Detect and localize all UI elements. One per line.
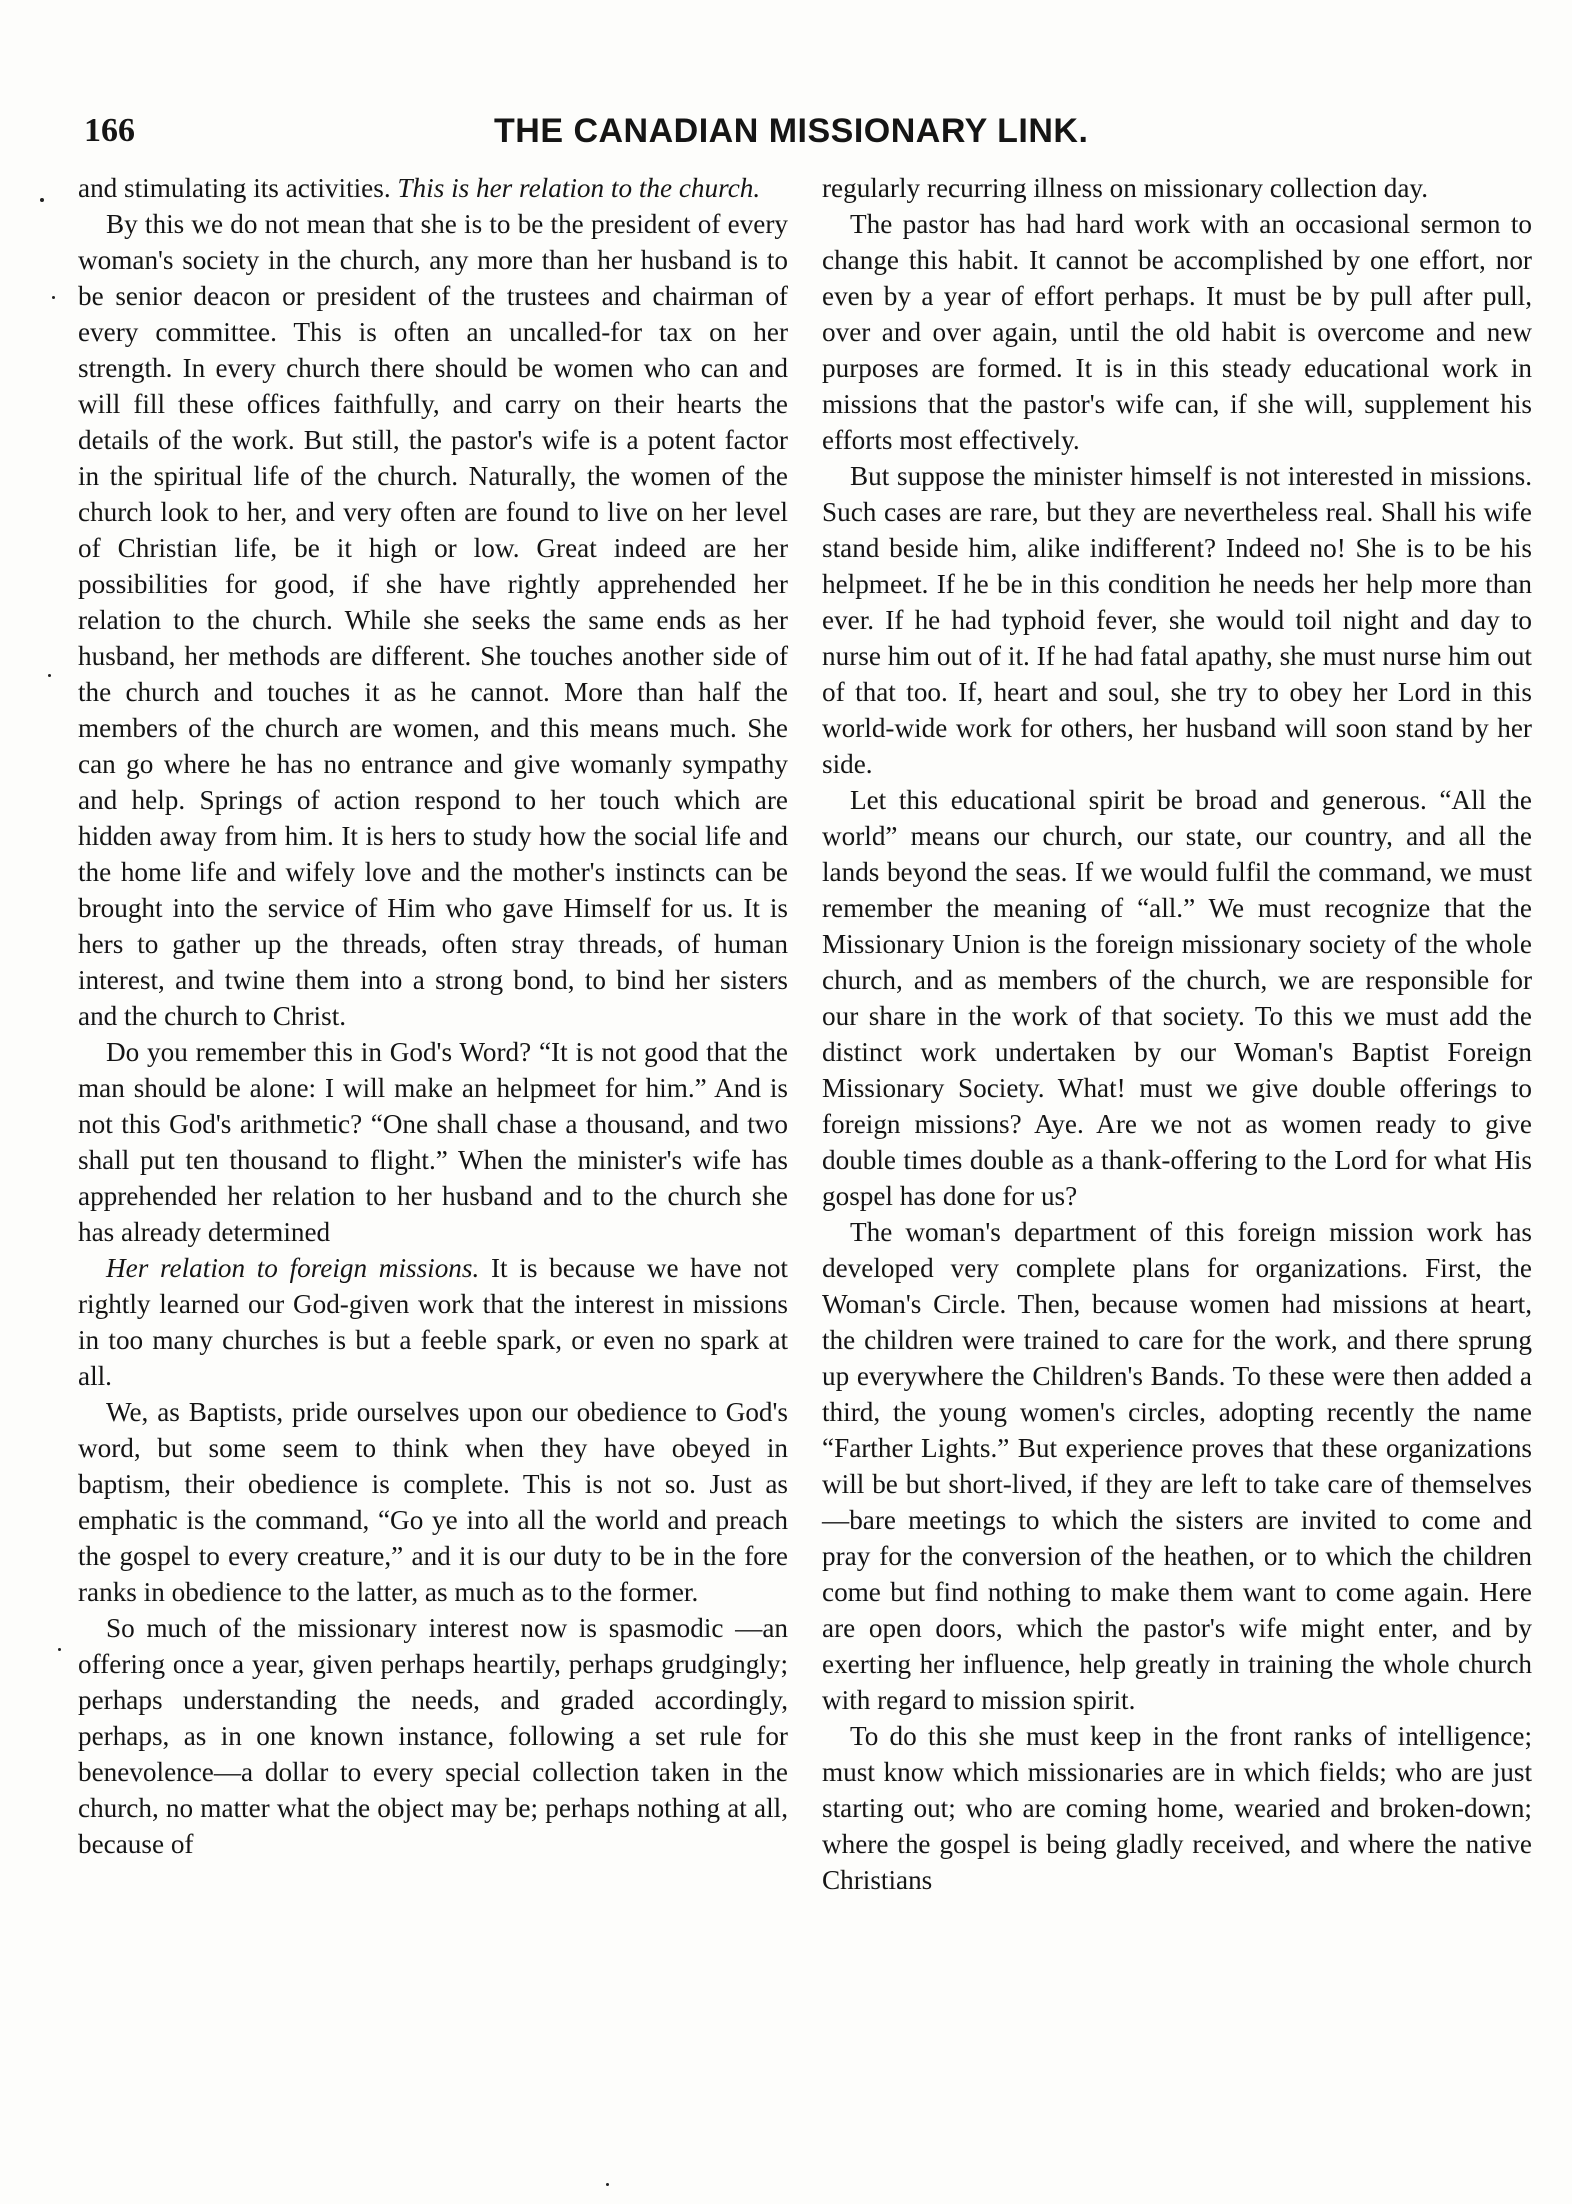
scan-speck (606, 2183, 609, 2186)
scan-speck (48, 674, 51, 677)
left-paragraph-5: We, as Baptists, pride ourselves upon our obedience to God's word, but some seem to think when they have obeyed in baptism, their obedience is complete. This is not so. Just as emphatic is the command, “Go ye into all the world and preach the gospel to every creature,” and it is our duty to be in the fore ranks in obedience to the latter, as much as to the former. (78, 1397, 788, 1607)
right-paragraph-4: Let this educational spirit be broad and generous. “All the world” means our church, our state, our country, and all the lands beyond the seas. If we would fulfil the command, we must remember the meaning of “all.” We must recognize that the Missionary Union is the foreign missionary society of the whole church, and as members of the church, we are responsible for our share in the work of that society. To this we must add the distinct work undertaken by our Woman's Baptist Foreign Missionary Society. What! must we give double offerings to foreign missions? Aye. Are we not as women ready to give double times double as a thank-offering to the Lord for what His gospel has done for us? (822, 785, 1532, 1211)
right-paragraph-5: The woman's department of this foreign mission work has developed very complete plans for organizations. First, the Woman's Circle. Then, because women had missions at heart, the children were trained to care for the work, and there sprung up everywhere the Children's Bands. To these were then added a third, the young women's circles, adopting recently the name “Farther Lights.” But experience proves that these organizations will be but short-lived, if they are left to take care of themselves—bare meetings to which the sisters are invited to come and pray for the conversion of the heathen, or to which the children come but find nothing to make them want to come again. Here are open doors, which the pastor's wife might enter, and by exerting her influence, help greatly in training the whole church with regard to mission spirit. (822, 1217, 1532, 1715)
left-paragraph-2: By this we do not mean that she is to be the president of every woman's society in the church, any more than her husband is to be senior deacon or president of the trustees and chairman of every committee. This is often an uncalled-for tax on her strength. In every church there should be women who can and will fill these offices faithfully, and carry on their hearts the details of the work. But still, the pastor's wife is a potent factor in the spiritual life of the church. Naturally, the women of the church look to her, and very often are found to live on her level of Christian life, be it high or low. Great indeed are her possibilities for good, if she have rightly apprehended her relation to the church. While she seeks the same ends as her husband, her methods are different. She touches another side of the church and touches it as he cannot. More than half the members of the church are women, and this means much. She can go where he has no entrance and give womanly sympathy and help. Springs of action respond to her touch which are hidden away from him. It is hers to study how the social life and the home life and wifely love and the mother's instincts can be brought into the service of Him who gave Himself for us. It is hers to gather up the threads, often stray threads, of human interest, and twine them into a strong bond, to bind her sisters and the church to Christ. (78, 209, 788, 1031)
left-paragraph-1-text: and stimulating its activities. (78, 173, 398, 203)
scan-speck (40, 198, 44, 202)
left-paragraph-4-text: It is because we have not rightly learned our God-given work that the interest in missions in too many churches is but a feeble spark, or even no spark at all. (78, 1253, 788, 1391)
left-column (78, 170, 788, 1862)
scan-noise (0, 0, 1572, 110)
left-paragraph-3: Do you remember this in God's Word? “It is not good that the man should be alone: I will make an helpmeet for him.” And is not this God's arithmetic? “One shall chase a thousand, and two shall put ten thousand to flight.” When the minister's wife has apprehended her relation to her husband and to the church she has already determined (78, 1037, 788, 1247)
page-header (0, 112, 1572, 170)
left-paragraph-1-italic: This is her relation to the church. (397, 173, 761, 203)
right-paragraph-3: But suppose the minister himself is not interested in missions. Such cases are rare, but they are nevertheless real. Shall his wife stand beside him, alike indifferent? Indeed no! She is to be his helpmeet. If he be in this condition he needs her help more than ever. If he had typhoid fever, she would toil night and day to nurse him out of it. If he had fatal apathy, she must nurse him out of that too. If, heart and soul, she try to obey her Lord in this world-wide work for others, her husband will soon stand by her side. (822, 461, 1532, 779)
left-paragraph-4 (78, 1250, 788, 1394)
left-paragraph-4-italic: Her relation to foreign missions. (106, 1253, 480, 1283)
running-title: THE CANADIAN MISSIONARY LINK. (494, 112, 1089, 150)
right-column (822, 170, 1532, 1898)
scan-speck (52, 296, 55, 299)
right-paragraph-1: regularly recurring illness on missionary collection day. (822, 173, 1429, 203)
page-number: 166 (84, 112, 135, 149)
left-paragraph-6: So much of the missionary interest now is spasmodic —an offering once a year, given perhaps heartily, perhaps grudgingly; perhaps understanding the needs, and graded accordingly, perhaps, as in one known instance, following a set rule for benevolence—a dollar to every special collection taken in the church, no matter what the object may be; perhaps nothing at all, because of (78, 1613, 788, 1859)
left-paragraph-1 (78, 170, 788, 206)
scan-speck (58, 1648, 61, 1651)
right-paragraph-6: To do this she must keep in the front ranks of intelligence; must know which missionaries are in which fields; who are just starting out; who are coming home, wearied and broken-down; where the gospel is being gladly received, and where the native Christians (822, 1721, 1532, 1895)
right-paragraph-2: The pastor has had hard work with an occasional sermon to change this habit. It cannot be accomplished by one effort, nor even by a year of effort perhaps. It must be by pull after pull, over and over again, until the old habit is overcome and new purposes are formed. It is in this steady educational work in missions that the pastor's wife can, if she will, supplement his efforts most effectively. (822, 209, 1532, 455)
